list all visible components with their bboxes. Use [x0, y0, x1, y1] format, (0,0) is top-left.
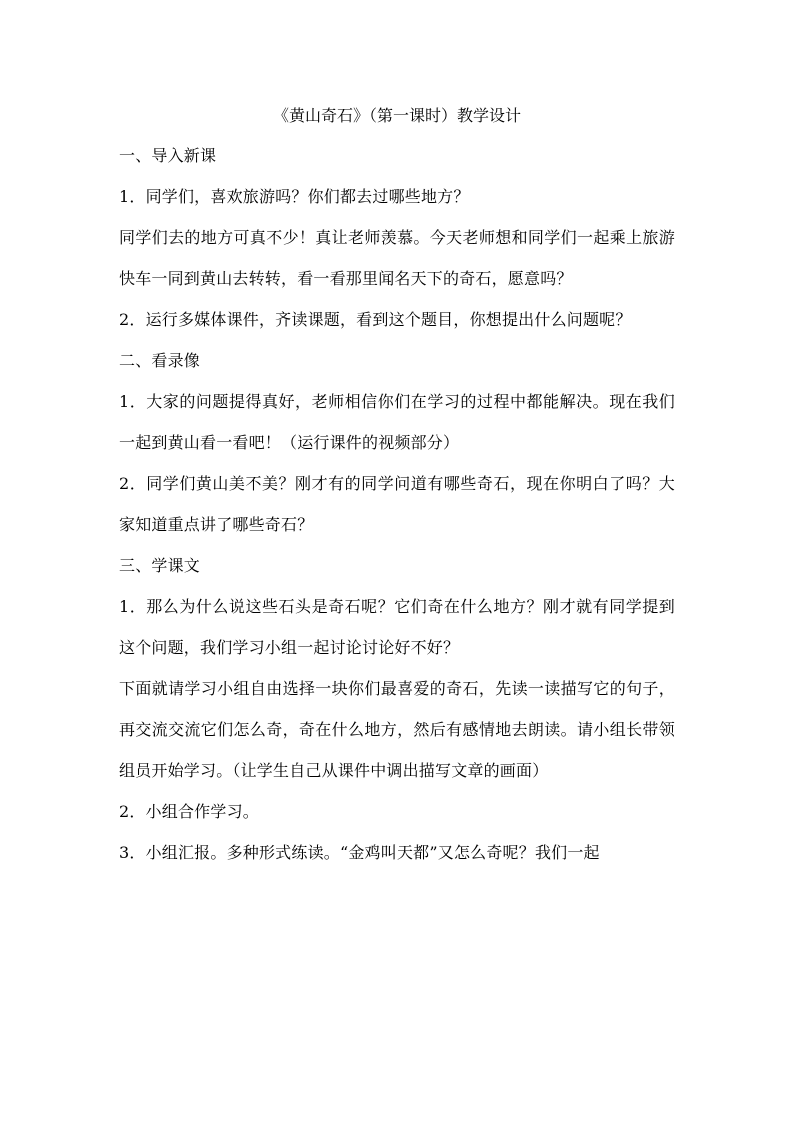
paragraph: 1．同学们，喜欢旅游吗？你们都去过哪些地方？ [119, 187, 470, 206]
paragraph: 下面就请学习小组自由选择一块你们最喜爱的奇石，先读一读描写它的句子，再交流交流它们怎么奇，奇在什么地方，然后有感情地去朗读。请小组长带领组员开始学习。（让学生自己从课件中调出描写文章的画面） [119, 679, 675, 780]
paragraph: 2．同学们黄山美不美？刚才有的同学问道有哪些奇石，现在你明白了吗？大家知道重点讲了哪些奇石？ [119, 474, 675, 534]
section-heading-text: 三、学课文 [119, 556, 201, 575]
document-body [119, 97, 675, 873]
paragraph: 2．运行多媒体课件，齐读课题，看到这个题目，你想提出什么问题呢？ [119, 310, 632, 329]
paragraph: 1．大家的问题提得真好，老师相信你们在学习的过程中都能解决。现在我们一起到黄山看一看吧！（运行课件的视频部分） [119, 392, 675, 452]
document-title: 《黄山奇石》（第一课时）教学设计 [272, 106, 521, 125]
paragraph: 2．小组合作学习。 [119, 802, 259, 821]
paragraph: 3．小组汇报。多种形式练读。“金鸡叫天都”又怎么奇呢？我们一起 [119, 843, 600, 862]
section-heading-video: 二、看录像 [119, 351, 201, 370]
section-heading-intro: 一、导入新课 [119, 146, 217, 165]
paragraph: 1．那么为什么说这些石头是奇石呢？它们奇在什么地方？刚才就有同学提到这个问题，我们学习小组一起讨论讨论好不好？ [119, 597, 675, 657]
paragraph: 同学们去的地方可真不少！真让老师羡慕。今天老师想和同学们一起乘上旅游快车一同到黄山去转转，看一看那里闻名天下的奇石，愿意吗？ [119, 228, 675, 288]
